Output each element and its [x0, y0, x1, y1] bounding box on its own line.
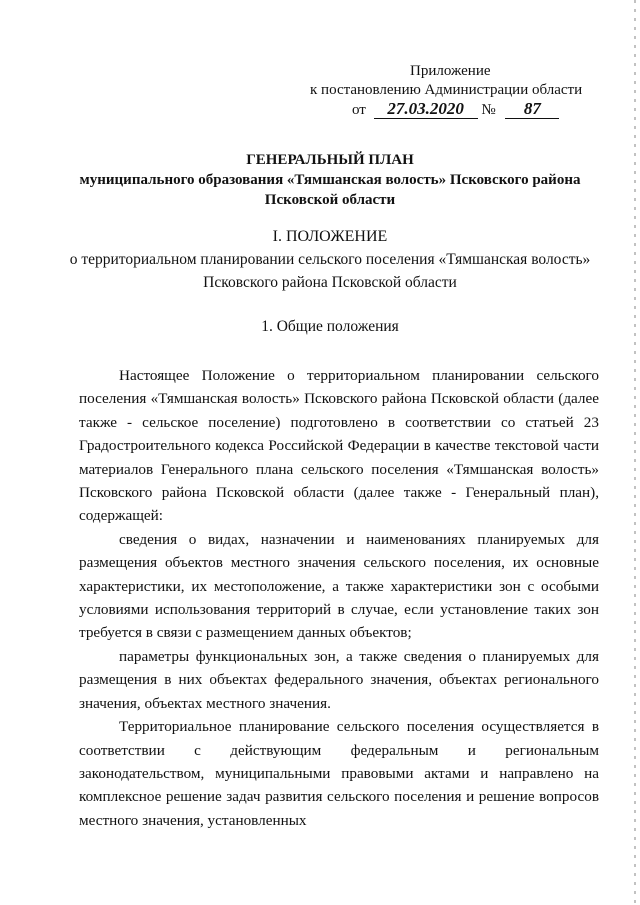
appendix-date-number-line	[300, 100, 600, 120]
appendix-label: Приложение	[410, 63, 491, 79]
handwritten-date: 27.03.2020	[374, 100, 478, 119]
section-title: I. ПОЛОЖЕНИЕ	[272, 228, 388, 245]
scan-edge-marks	[634, 0, 636, 905]
date-prefix: от	[352, 102, 366, 118]
paragraph: параметры функциональных зон, а также сведения о планируемых для размещения в них объектах федерального значения, объектах регионального значения, объектах местного значения.	[79, 647, 599, 712]
subsection-title: 1. Общие положения	[261, 318, 399, 335]
number-sign: №	[481, 102, 496, 118]
appendix-resolution-ref: к постановлению Администрации области	[310, 82, 583, 98]
paragraph: Территориальное планирование сельского поселения осуществляется в соответствии с действующим федеральным и региональным законодательством, муниципальными правовыми актами и направлено на комплексное решение задач развития сельского поселения и решение вопросов местного значения, установленных	[79, 718, 599, 829]
section-heading	[40, 225, 620, 294]
section-subtitle: о территориальном планировании сельского поселения «Тямшанская волость» Псковского района Псковской области	[69, 251, 591, 291]
body-text	[79, 364, 599, 832]
title-line-1: ГЕНЕРАЛЬНЫЙ ПЛАН	[246, 152, 414, 168]
document-title	[40, 150, 620, 210]
paragraph: сведения о видах, назначении и наименованиях планируемых для размещения объектов местного значения сельского поселения, их основные характеристики, их местоположение, а также характеристики зон с особыми условиями использования территорий в случае, если установление таких зон требуется в связи с размещением данных объектов;	[79, 530, 599, 642]
handwritten-number: 87	[505, 100, 559, 119]
title-line-3: Псковской области	[264, 192, 396, 208]
paragraph: Настоящее Положение о территориальном планировании сельского поселения «Тямшанская волость» Псковского района Псковской области (далее также - сельское поселение) подготовлено в соответствии со статьей 23 Градостроительного кодекса Российской Федерации в качестве текстовой части материалов Генерального плана сельского поселения «Тямшанская волость» Псковского района Псковской области (далее также - Генеральный план), содержащей:	[79, 367, 599, 525]
title-line-2: муниципального образования «Тямшанская волость» Псковского района	[79, 172, 581, 188]
appendix-header	[300, 62, 600, 120]
